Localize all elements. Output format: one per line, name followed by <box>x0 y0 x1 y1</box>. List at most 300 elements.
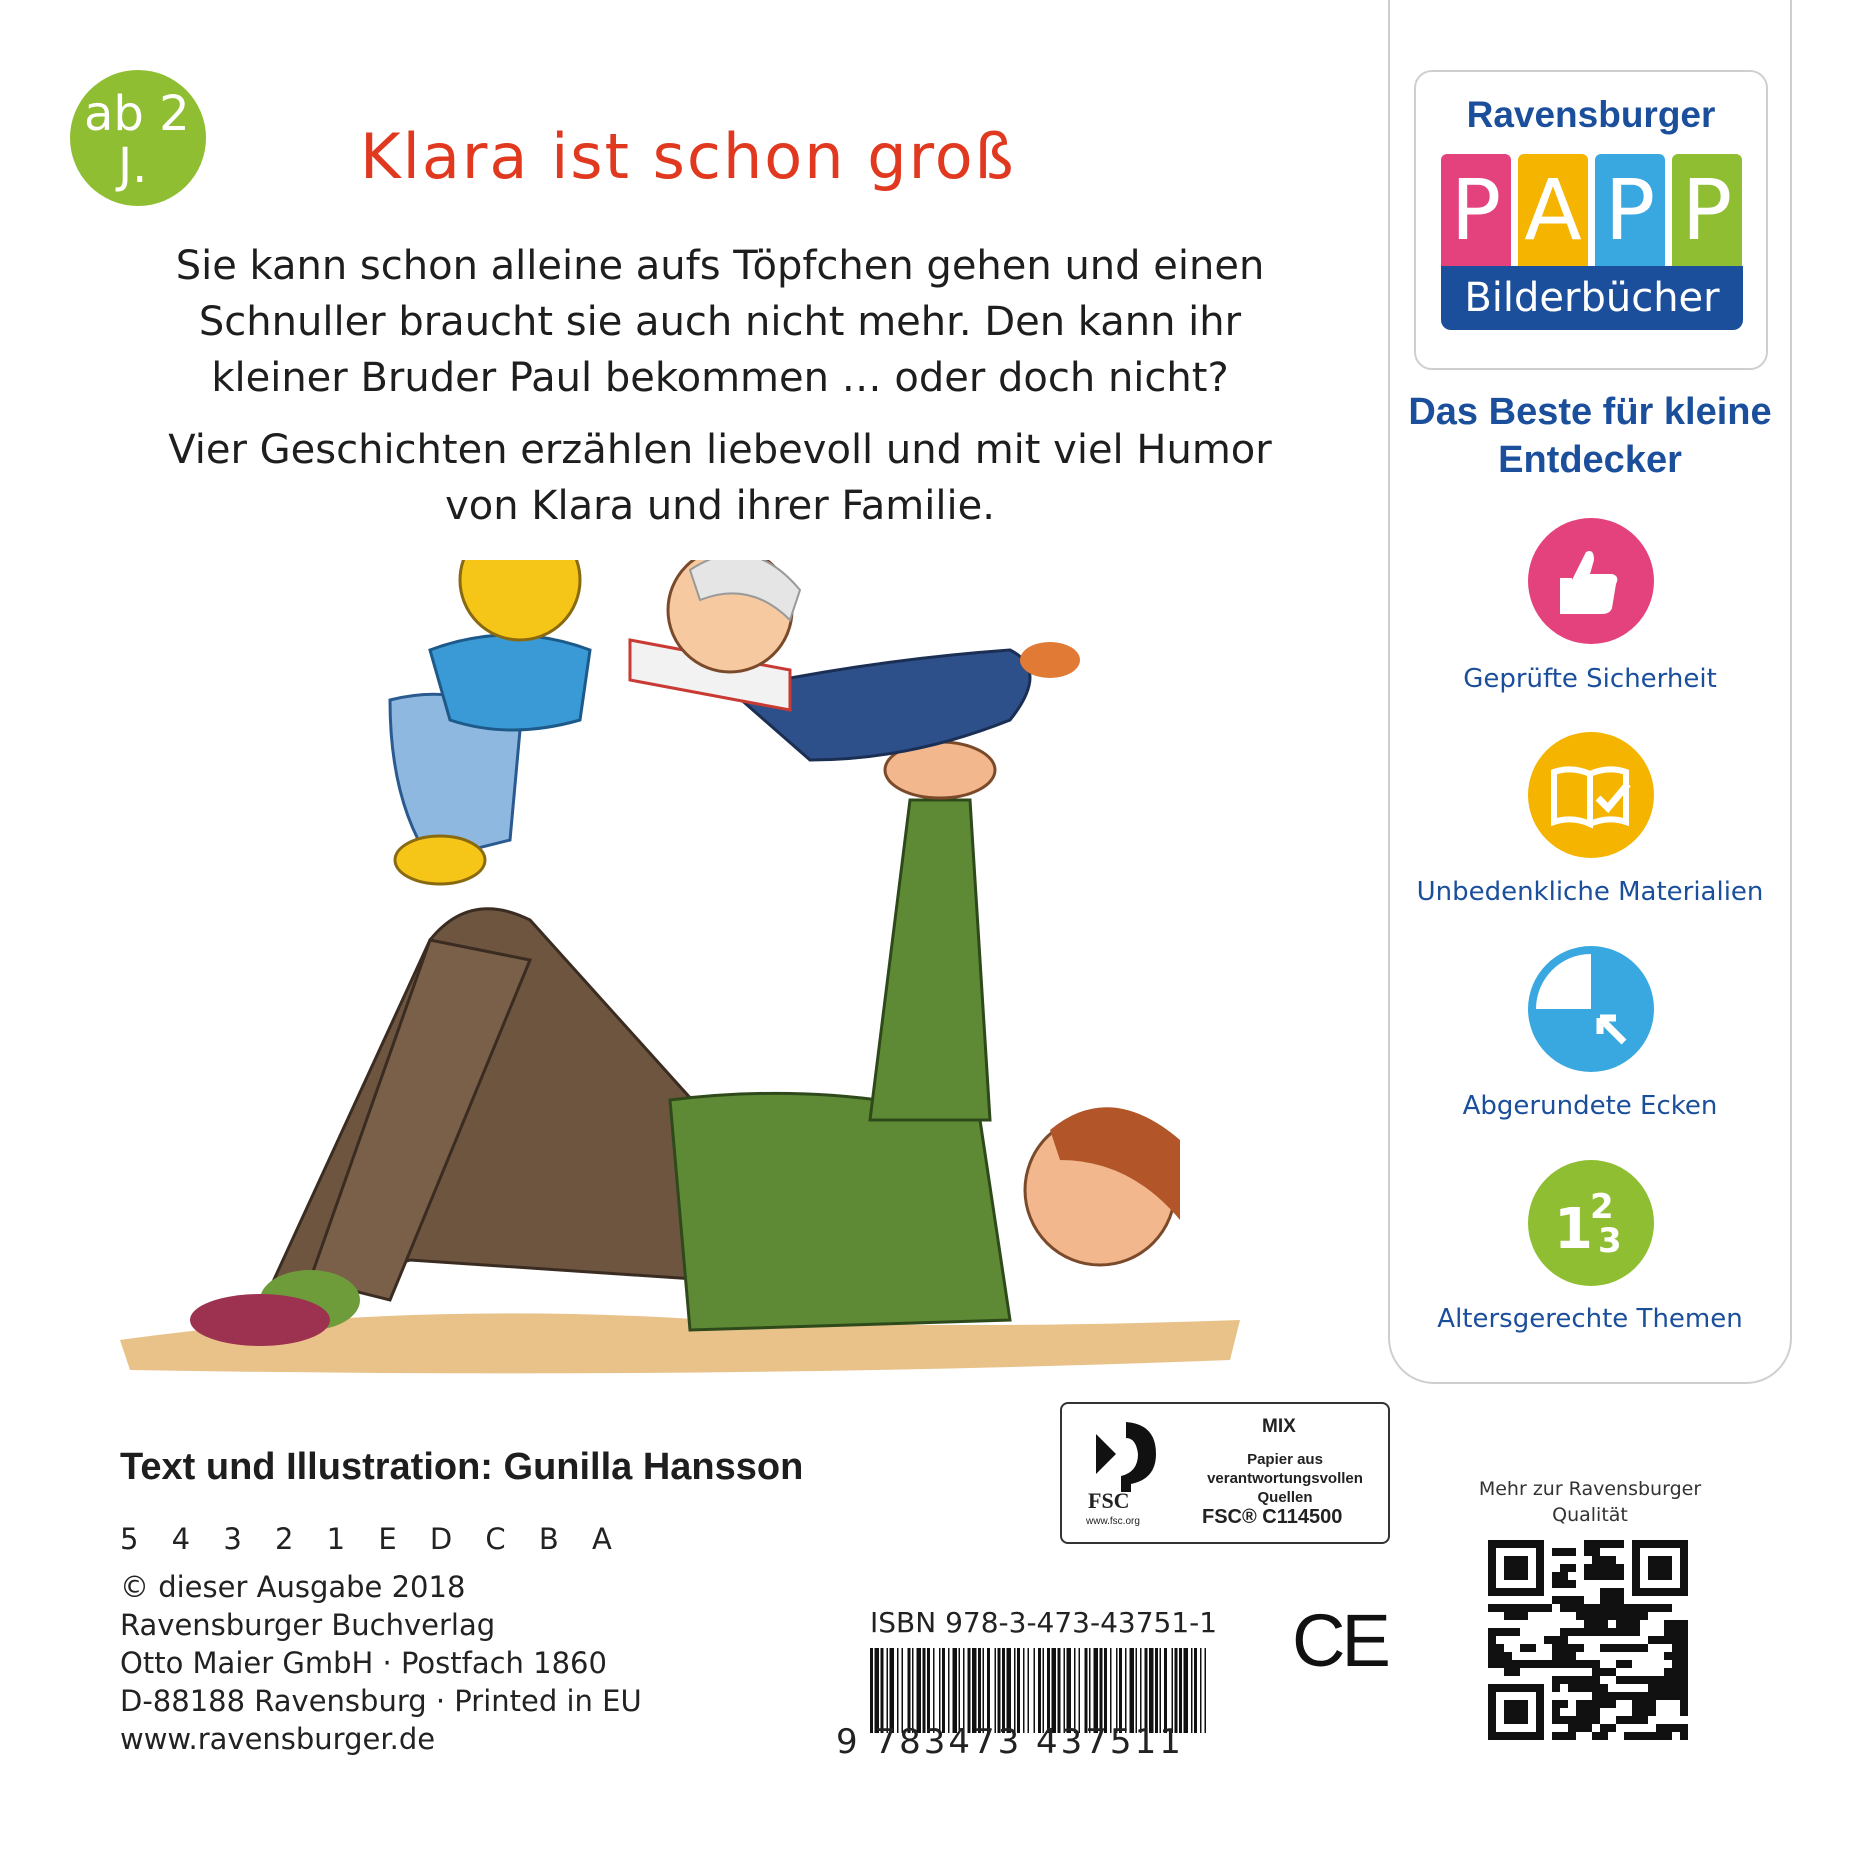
qr-module <box>1616 1564 1624 1572</box>
imprint-line-3: Otto Maier GmbH · Postfach 1860 <box>120 1646 607 1680</box>
qr-module <box>1640 1692 1648 1700</box>
fsc-label <box>1060 1402 1390 1544</box>
qr-module <box>1496 1604 1504 1612</box>
barcode-bar <box>1175 1648 1178 1733</box>
qr-module <box>1656 1724 1664 1732</box>
qr-module <box>1608 1596 1616 1604</box>
qr-module <box>1544 1604 1552 1612</box>
qr-module <box>1600 1628 1608 1636</box>
qr-module <box>1600 1564 1608 1572</box>
qr-module <box>1600 1588 1608 1596</box>
qr-module <box>1616 1620 1624 1628</box>
barcode-bar <box>998 1648 1001 1733</box>
qr-module <box>1648 1708 1656 1716</box>
qr-module <box>1488 1652 1496 1660</box>
barcode-bar <box>887 1648 889 1733</box>
barcode-bar <box>939 1648 941 1733</box>
qr-module <box>1568 1716 1576 1724</box>
qr-module <box>1656 1676 1664 1684</box>
qr-module <box>1616 1604 1624 1612</box>
qr-module <box>1560 1580 1568 1588</box>
qr-module <box>1568 1652 1576 1660</box>
barcode-bar <box>1172 1648 1174 1733</box>
qr-module <box>1672 1660 1680 1668</box>
qr-module <box>1592 1700 1600 1708</box>
brand-logo <box>1414 70 1768 370</box>
qr-module <box>1656 1684 1664 1692</box>
qr-module <box>1592 1676 1600 1684</box>
qr-module <box>1616 1692 1624 1700</box>
qr-module <box>1608 1604 1616 1612</box>
qr-module <box>1536 1604 1544 1612</box>
barcode-bar <box>942 1648 945 1733</box>
qr-module <box>1648 1676 1656 1684</box>
brand-subtitle: Bilderbücher <box>1441 266 1743 330</box>
qr-module <box>1616 1572 1624 1580</box>
qr-module <box>1680 1652 1688 1660</box>
qr-module <box>1584 1620 1592 1628</box>
qr-module <box>1648 1684 1656 1692</box>
barcode-bar <box>1125 1648 1127 1733</box>
age-badge <box>70 70 206 206</box>
qr-module <box>1680 1668 1688 1676</box>
qr-module <box>1584 1564 1592 1572</box>
qr-module <box>1584 1660 1592 1668</box>
qr-module <box>1520 1660 1528 1668</box>
qr-caption: Mehr zur Ravensburger Qualität <box>1478 1478 1702 1526</box>
qr-module <box>1680 1636 1688 1644</box>
qr-module <box>1664 1724 1672 1732</box>
qr-module <box>1632 1644 1640 1652</box>
qr-module <box>1632 1716 1640 1724</box>
qr-module <box>1632 1628 1640 1636</box>
qr-module <box>1576 1628 1584 1636</box>
author-credit: Text und Illustration: Gunilla Hansson <box>120 1446 804 1488</box>
qr-module <box>1648 1604 1656 1612</box>
qr-module <box>1584 1700 1592 1708</box>
qr-module <box>1544 1636 1552 1644</box>
qr-module <box>1592 1628 1600 1636</box>
qr-module <box>1600 1612 1608 1620</box>
qr-module <box>1560 1628 1568 1636</box>
qr-module <box>1592 1604 1600 1612</box>
man-arm <box>870 800 990 1120</box>
qr-module <box>1600 1732 1608 1740</box>
barcode-bar <box>1002 1648 1005 1733</box>
qr-module <box>1560 1548 1568 1556</box>
qr-module <box>1560 1572 1568 1580</box>
qr-module <box>1632 1612 1640 1620</box>
age-badge-line2: J. <box>118 138 148 194</box>
qr-module <box>1608 1572 1616 1580</box>
qr-module <box>1544 1660 1552 1668</box>
qr-module <box>1592 1540 1600 1548</box>
qr-module <box>1672 1628 1680 1636</box>
qr-module <box>1488 1628 1496 1636</box>
qr-module <box>1592 1716 1600 1724</box>
qr-module <box>1520 1644 1528 1652</box>
qr-module <box>1560 1652 1568 1660</box>
fsc-word: FSC <box>1088 1488 1130 1513</box>
barcode-bar <box>1052 1648 1057 1733</box>
fsc-mix: MIX <box>1262 1416 1296 1437</box>
papp-letter-p1: P <box>1441 154 1511 266</box>
qr-module <box>1608 1700 1616 1708</box>
qr-module <box>1616 1540 1624 1548</box>
qr-module <box>1664 1604 1672 1612</box>
qr-module <box>1648 1692 1656 1700</box>
fsc-tree-icon <box>1076 1414 1176 1532</box>
barcode-bar <box>1136 1648 1138 1733</box>
barcode-bar <box>1116 1648 1118 1733</box>
barcode-bar <box>983 1648 985 1733</box>
qr-module <box>1624 1676 1632 1684</box>
blurb-paragraph-1: Sie kann schon alleine aufs Töpfchen gehen und einen Schnuller braucht sie auch nicht mehr. Den kann ihr kleiner Bruder Paul bekommen … oder doch nicht? <box>175 243 1265 401</box>
barcode-bar <box>1089 1648 1091 1733</box>
qr-module <box>1664 1628 1672 1636</box>
qr-module <box>1616 1660 1624 1668</box>
book-title: Klara ist schon groß <box>360 120 1016 193</box>
qr-module <box>1608 1628 1616 1636</box>
barcode-bar <box>1184 1648 1189 1733</box>
qr-module <box>1672 1620 1680 1628</box>
qr-module <box>1632 1700 1640 1708</box>
qr-module <box>1560 1636 1568 1644</box>
qr-module <box>1512 1628 1520 1636</box>
qr-module <box>1560 1676 1568 1684</box>
qr-module <box>1680 1676 1688 1684</box>
barcode-bar <box>1145 1648 1148 1733</box>
qr-module <box>1568 1724 1576 1732</box>
qr-module <box>1560 1732 1568 1740</box>
qr-module <box>1656 1604 1664 1612</box>
qr-module <box>1640 1708 1648 1716</box>
barcode-bar <box>908 1648 911 1733</box>
qr-module <box>1600 1604 1608 1612</box>
qr-module <box>1592 1548 1600 1556</box>
feature-label-materials: Unbedenkliche Materialien <box>1416 877 1764 907</box>
barcode-bar <box>968 1648 971 1733</box>
qr-module <box>1576 1596 1584 1604</box>
man-slipper <box>190 1294 330 1346</box>
qr-module <box>1552 1700 1560 1708</box>
qr-module <box>1584 1724 1592 1732</box>
barcode-bar <box>875 1648 880 1733</box>
qr-module <box>1528 1604 1536 1612</box>
qr-module <box>1680 1732 1688 1740</box>
qr-module <box>1568 1684 1576 1692</box>
qr-module <box>1664 1636 1672 1644</box>
qr-module <box>1568 1596 1576 1604</box>
qr-module <box>1640 1732 1648 1740</box>
qr-module <box>1552 1596 1560 1604</box>
qr-module <box>1552 1636 1560 1644</box>
qr-module <box>1616 1596 1624 1604</box>
qr-module <box>1592 1660 1600 1668</box>
qr-module <box>1488 1636 1496 1644</box>
barcode-bar <box>1074 1648 1076 1733</box>
qr-module <box>1592 1572 1600 1580</box>
qr-module <box>1616 1644 1624 1652</box>
man-torso <box>670 1093 1010 1330</box>
qr-module <box>1680 1628 1688 1636</box>
qr-module <box>1560 1716 1568 1724</box>
brand-name: Ravensburger <box>1466 94 1716 135</box>
qr-module <box>1600 1540 1608 1548</box>
qr-module <box>1536 1660 1544 1668</box>
qr-module <box>1640 1716 1648 1724</box>
qr-module <box>1488 1660 1496 1668</box>
qr-module <box>1496 1660 1504 1668</box>
qr-module <box>1504 1556 1528 1580</box>
qr-module <box>1616 1716 1624 1724</box>
svg-text:3: 3 <box>1598 1221 1622 1261</box>
qr-module <box>1680 1684 1688 1692</box>
qr-module <box>1576 1612 1584 1620</box>
barcode-bar <box>1028 1648 1030 1733</box>
qr-module <box>1504 1628 1512 1636</box>
qr-module <box>1672 1652 1680 1660</box>
qr-module <box>1600 1644 1608 1652</box>
qr-module <box>1608 1692 1616 1700</box>
barcode-bar <box>1038 1648 1041 1733</box>
qr-module <box>1600 1596 1608 1604</box>
barcode-bar <box>1205 1648 1207 1733</box>
qr-code[interactable] <box>1488 1540 1688 1740</box>
qr-module <box>1584 1716 1592 1724</box>
qr-module <box>1672 1636 1680 1644</box>
qr-module <box>1600 1620 1608 1628</box>
qr-module <box>1624 1612 1632 1620</box>
qr-module <box>1504 1604 1512 1612</box>
qr-module <box>1680 1644 1688 1652</box>
barcode-bar <box>972 1648 977 1733</box>
qr-module <box>1648 1556 1672 1580</box>
imprint-line-4: D-88188 Ravensburg · Printed in EU <box>120 1684 642 1718</box>
barcode-bar <box>1160 1648 1162 1733</box>
qr-module <box>1592 1692 1600 1700</box>
barcode-bar <box>1200 1648 1202 1733</box>
fsc-code: FSC® C114500 <box>1202 1506 1343 1528</box>
qr-module <box>1576 1684 1584 1692</box>
barcode-bar <box>927 1648 930 1733</box>
qr-module <box>1568 1548 1576 1556</box>
qr-module <box>1600 1668 1608 1676</box>
fsc-url: www.fsc.org <box>1086 1516 1140 1527</box>
qr-module <box>1664 1676 1672 1684</box>
qr-module <box>1504 1668 1512 1676</box>
qr-module <box>1592 1668 1600 1676</box>
qr-module <box>1552 1684 1560 1692</box>
thumbs-up-icon <box>1528 518 1654 644</box>
qr-module <box>1592 1684 1600 1692</box>
barcode-bar <box>1104 1648 1107 1733</box>
bear-feet <box>395 836 485 884</box>
imprint-website: www.ravensburger.de <box>120 1722 436 1756</box>
qr-module <box>1624 1628 1632 1636</box>
book-check-icon <box>1528 732 1654 858</box>
barcode-bar <box>933 1648 935 1733</box>
qr-module <box>1568 1732 1576 1740</box>
qr-module <box>1576 1604 1584 1612</box>
qr-module <box>1632 1708 1640 1716</box>
qr-module <box>1552 1716 1560 1724</box>
qr-module <box>1680 1700 1688 1708</box>
blurb-paragraph-2: Vier Geschichten erzählen liebevoll und mit viel Humor von Klara und ihrer Familie. <box>168 427 1272 529</box>
qr-module <box>1664 1692 1672 1700</box>
barcode-bar <box>1079 1648 1081 1733</box>
barcode-bar <box>978 1648 981 1733</box>
qr-module <box>1632 1692 1640 1700</box>
qr-module <box>1600 1692 1608 1700</box>
qr-module <box>1576 1644 1584 1652</box>
bear-shirt <box>430 635 590 730</box>
qr-module <box>1640 1700 1648 1708</box>
qr-module <box>1496 1652 1504 1660</box>
qr-module <box>1584 1676 1592 1684</box>
imprint <box>120 1520 642 1758</box>
qr-module <box>1584 1612 1592 1620</box>
barcode-bar <box>897 1648 899 1733</box>
qr-module <box>1592 1612 1600 1620</box>
qr-module <box>1648 1732 1656 1740</box>
imprint-line-2: Ravensburger Buchverlag <box>120 1608 496 1642</box>
qr-module <box>1552 1652 1560 1660</box>
barcode-bar <box>1194 1648 1197 1733</box>
qr-module <box>1680 1708 1688 1716</box>
qr-module <box>1568 1628 1576 1636</box>
barcode-bar <box>881 1648 884 1733</box>
barcode-bar <box>1085 1648 1088 1733</box>
barcode-bar <box>1017 1648 1020 1733</box>
barcode-bar <box>1094 1648 1099 1733</box>
qr-module <box>1504 1612 1512 1620</box>
barcode-bar <box>948 1648 950 1733</box>
barcode-bar <box>963 1648 965 1733</box>
qr-module <box>1672 1692 1680 1700</box>
imprint-line-1: © dieser Ausgabe 2018 <box>120 1570 466 1604</box>
qr-module <box>1520 1612 1528 1620</box>
numbers-123-icon <box>1528 1160 1654 1286</box>
qr-module <box>1624 1732 1632 1740</box>
qr-module <box>1496 1644 1504 1652</box>
qr-module <box>1600 1724 1608 1732</box>
barcode-bar <box>1179 1648 1182 1733</box>
qr-module <box>1592 1620 1600 1628</box>
qr-module <box>1600 1684 1608 1692</box>
qr-module <box>1672 1668 1680 1676</box>
qr-module <box>1528 1644 1536 1652</box>
qr-module <box>1600 1700 1608 1708</box>
qr-module <box>1568 1564 1576 1572</box>
qr-module <box>1560 1660 1568 1668</box>
qr-module <box>1552 1548 1560 1556</box>
qr-module <box>1624 1716 1632 1724</box>
barcode-bar <box>912 1648 914 1733</box>
barcode-bar <box>1014 1648 1016 1733</box>
svg-text:2: 2 <box>1590 1187 1614 1227</box>
barcode-bar <box>1023 1648 1025 1733</box>
qr-module <box>1640 1644 1648 1652</box>
qr-module <box>1560 1596 1568 1604</box>
qr-module <box>1552 1708 1560 1716</box>
barcode-bar <box>1047 1648 1050 1733</box>
barcode-bar <box>902 1648 904 1733</box>
qr-module <box>1488 1644 1496 1652</box>
qr-module <box>1584 1548 1592 1556</box>
qr-module <box>1584 1604 1592 1612</box>
qr-module <box>1656 1636 1664 1644</box>
qr-module <box>1640 1604 1648 1612</box>
qr-module <box>1592 1564 1600 1572</box>
barcode-bar <box>1100 1648 1103 1733</box>
barcode-bar <box>987 1648 990 1733</box>
qr-module <box>1584 1572 1592 1580</box>
qr-module <box>1608 1588 1616 1596</box>
barcode-bar <box>923 1648 926 1733</box>
qr-module <box>1528 1660 1536 1668</box>
qr-module <box>1656 1732 1664 1740</box>
qr-module <box>1592 1732 1600 1740</box>
qr-module <box>1672 1684 1680 1692</box>
barcode-bar <box>870 1648 873 1733</box>
barcode-bar <box>995 1648 997 1733</box>
qr-module <box>1560 1604 1568 1612</box>
barcode-bar <box>1149 1648 1154 1733</box>
qr-module <box>1512 1604 1520 1612</box>
qr-module <box>1592 1708 1600 1716</box>
qr-module <box>1680 1660 1688 1668</box>
qr-module <box>1496 1628 1504 1636</box>
qr-module <box>1624 1620 1632 1628</box>
qr-module <box>1552 1644 1560 1652</box>
barcode-bar <box>1043 1648 1045 1733</box>
qr-module <box>1512 1612 1520 1620</box>
qr-module <box>1624 1692 1632 1700</box>
qr-module <box>1664 1732 1672 1740</box>
qr-module <box>1640 1676 1648 1684</box>
qr-module <box>1584 1684 1592 1692</box>
qr-module <box>1648 1636 1656 1644</box>
barcode-bar <box>1110 1648 1112 1733</box>
barcode-bar <box>1140 1648 1142 1733</box>
qr-module <box>1672 1676 1680 1684</box>
qr-module <box>1672 1644 1680 1652</box>
qr-module <box>1632 1732 1640 1740</box>
qr-module <box>1600 1556 1608 1564</box>
barcode-bar <box>1155 1648 1158 1733</box>
bear-head <box>460 560 580 640</box>
age-badge-line1: ab 2 <box>84 86 190 142</box>
barcode-bar <box>1058 1648 1061 1733</box>
papp-letter-p2: P <box>1595 154 1665 266</box>
svg-text:1: 1 <box>1554 1197 1593 1262</box>
qr-module <box>1672 1724 1680 1732</box>
qr-module <box>1680 1724 1688 1732</box>
barcode-bar <box>1007 1648 1012 1733</box>
qr-module <box>1680 1620 1688 1628</box>
qr-module <box>1576 1708 1584 1716</box>
qr-module <box>1504 1660 1512 1668</box>
barcode-bar <box>1064 1648 1066 1733</box>
barcode-bar <box>890 1648 895 1733</box>
baby-feet <box>1020 642 1080 678</box>
qr-module <box>1616 1612 1624 1620</box>
qr-module <box>1608 1564 1616 1572</box>
qr-module <box>1656 1692 1664 1700</box>
qr-module <box>1640 1612 1648 1620</box>
ce-mark: CE <box>1292 1599 1387 1682</box>
